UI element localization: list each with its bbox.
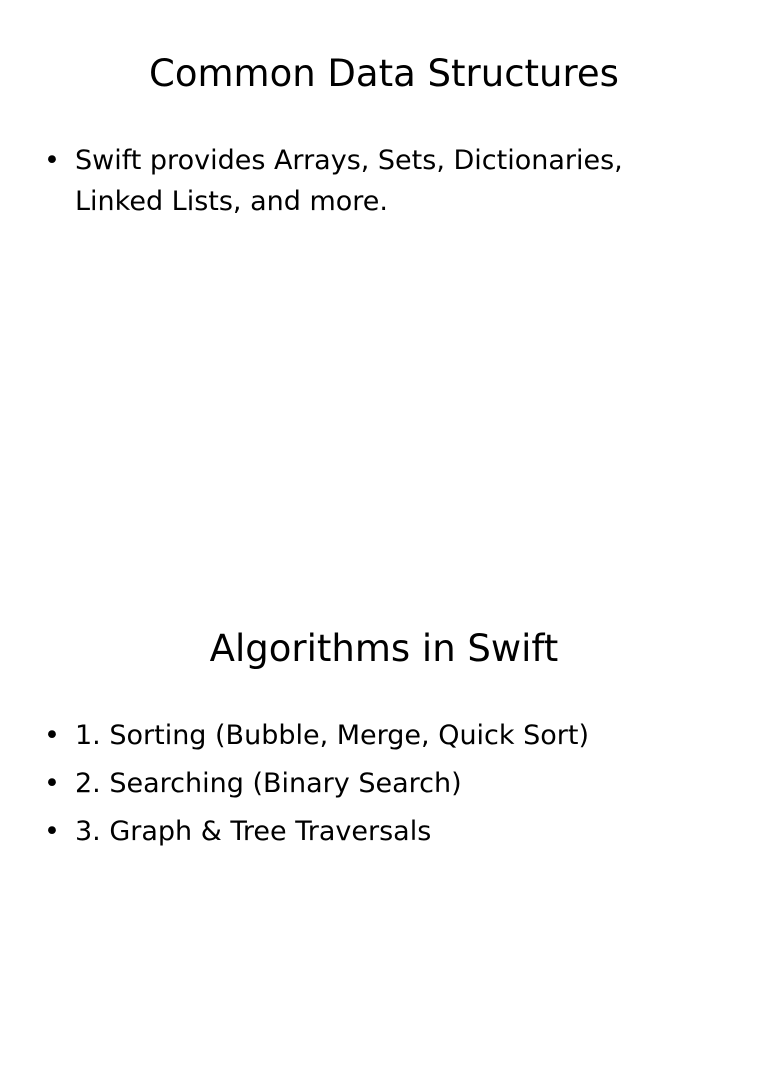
slide-title: Common Data Structures — [149, 52, 619, 95]
bullet-icon: • — [44, 816, 60, 847]
bullet-text: Swift provides Arrays, Sets, Dictionaries, Linked Lists, and more. — [75, 145, 623, 217]
bullet-icon: • — [44, 145, 60, 176]
bullet-item — [44, 811, 684, 852]
bullet-item — [44, 715, 684, 756]
slide-title: Algorithms in Swift — [209, 627, 559, 670]
bullet-list — [44, 715, 684, 859]
bullet-text: 1. Sorting (Bubble, Merge, Quick Sort) — [75, 720, 590, 751]
bullet-icon: • — [44, 768, 60, 799]
bullet-list — [44, 140, 684, 229]
bullet-item — [44, 140, 684, 222]
bullet-text: 3. Graph & Tree Traversals — [75, 816, 432, 847]
bullet-text: 2. Searching (Binary Search) — [75, 768, 462, 799]
slide-algorithms-in-swift — [0, 577, 768, 1089]
bullet-icon: • — [44, 720, 60, 751]
slide-common-data-structures — [0, 0, 768, 512]
bullet-item — [44, 763, 684, 804]
